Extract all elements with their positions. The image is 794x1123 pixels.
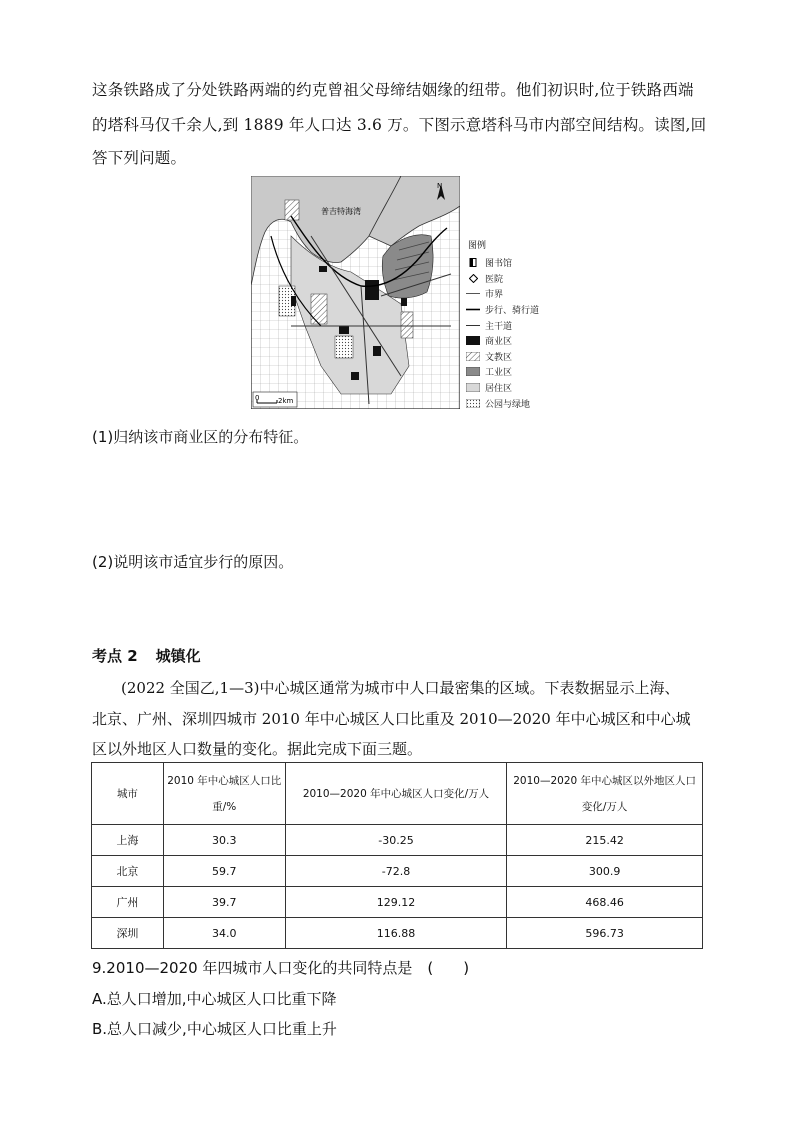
cell-share: 39.7	[163, 887, 285, 918]
legend-item	[466, 286, 539, 302]
paragraph-line-1: (2022 全国乙,1—3)中心城区通常为城市中人口最密集的区域。下表数据显示上海、	[121, 679, 680, 697]
section-heading	[92, 645, 201, 666]
paragraph-line-3: 区以外地区人口数量的变化。据此完成下面三题。	[92, 740, 423, 758]
hospital-icon	[466, 274, 480, 283]
cell-outer: 596.73	[507, 918, 703, 949]
commercial-swatch-icon	[466, 336, 480, 345]
header-center-change: 2010—2020 年中心城区人口变化/万人	[285, 763, 507, 825]
cultural-area-2	[401, 312, 413, 338]
legend-title: 图例	[468, 241, 487, 251]
cell-center: 116.88	[285, 918, 507, 949]
commercial-block-6	[401, 298, 407, 306]
header-outer-change: 2010—2020 年中心城区以外地区人口 变化/万人	[507, 763, 703, 825]
commercial-core	[365, 280, 379, 300]
mcq-option-b: B.总人口减少,中心城区人口比重上升	[92, 1020, 337, 1038]
legend-item	[466, 317, 539, 333]
cell-share: 34.0	[163, 918, 285, 949]
legend-item	[466, 271, 539, 287]
cell-city: 上海	[92, 825, 164, 856]
cultural-area	[311, 294, 327, 324]
tacoma-map	[251, 176, 460, 409]
commercial-block	[339, 326, 349, 334]
scale-zero: 0	[255, 394, 260, 402]
commercial-block-5	[319, 266, 327, 272]
population-table	[91, 762, 703, 949]
paragraph-line-2: 北京、广州、深圳四城市 2010 年中心城区人口比重及 2010—2020 年中心城区和中心城	[92, 710, 691, 728]
scale-label: 2km	[278, 397, 294, 405]
bay-label: 普吉特海湾	[321, 207, 361, 216]
north-label: N	[437, 182, 443, 190]
legend-label: 市界	[485, 290, 504, 301]
intro-line-1: 这条铁路成了分处铁路两端的约克曾祖父母缔结姻缘的纽带。他们初识时,位于铁路西端	[92, 81, 694, 99]
commercial-block-2	[373, 346, 381, 356]
cell-city: 广州	[92, 887, 164, 918]
legend-item	[466, 333, 539, 349]
legend-label: 居住区	[485, 384, 513, 395]
main-road-icon	[466, 321, 480, 330]
legend-label: 商业区	[485, 337, 513, 348]
library-icon	[466, 258, 480, 267]
intro-line-2: 的塔科马仅千余人,到 1889 年人口达 3.6 万。下图示意塔科马市内部空间结构。读图,回	[92, 116, 707, 134]
legend-label: 医院	[485, 274, 504, 285]
cell-outer: 300.9	[507, 856, 703, 887]
walking-path-icon	[466, 305, 480, 314]
residential-swatch-icon	[466, 383, 480, 392]
mcq-option-a: A.总人口增加,中心城区人口比重下降	[92, 990, 337, 1008]
legend-item	[466, 395, 539, 411]
table-row	[92, 918, 703, 949]
industrial-swatch-icon	[466, 367, 480, 376]
cell-center: -30.25	[285, 825, 507, 856]
cell-share: 30.3	[163, 825, 285, 856]
commercial-block-4	[291, 296, 296, 306]
legend-label: 文教区	[485, 352, 513, 363]
commercial-block-3	[351, 372, 359, 380]
intro-line-3: 答下列问题。	[92, 149, 187, 167]
cell-city: 深圳	[92, 918, 164, 949]
cell-center: 129.12	[285, 887, 507, 918]
legend-label: 工业区	[485, 368, 513, 379]
cell-outer: 468.46	[507, 887, 703, 918]
park-area	[335, 336, 353, 358]
header-city: 城市	[92, 763, 164, 825]
cell-city: 北京	[92, 856, 164, 887]
table-header-row	[92, 763, 703, 825]
tacoma-map-graphic	[251, 176, 460, 409]
mcq-stem: 9.2010—2020 年四城市人口变化的共同特点是 ( )	[92, 959, 470, 977]
header-share: 2010 年中心城区人口比 重/%	[163, 763, 285, 825]
legend-item	[466, 349, 539, 365]
legend-item	[466, 302, 539, 318]
question-2: (2)说明该市适宜步行的原因。	[92, 553, 294, 571]
legend-label: 图书馆	[485, 259, 513, 270]
section-title: 城镇化	[155, 647, 201, 665]
legend-label: 主干道	[485, 321, 513, 332]
table-row	[92, 887, 703, 918]
cultural-swatch-icon	[466, 352, 480, 361]
table-row	[92, 825, 703, 856]
legend-item	[466, 255, 539, 271]
cell-center: -72.8	[285, 856, 507, 887]
map-legend	[466, 238, 539, 411]
legend-item	[466, 364, 539, 380]
cell-outer: 215.42	[507, 825, 703, 856]
city-boundary-icon	[466, 289, 480, 298]
legend-item	[466, 380, 539, 396]
park-swatch-icon	[466, 399, 480, 408]
question-1: (1)归纳该市商业区的分布特征。	[92, 428, 309, 446]
legend-label: 步行、骑行道	[485, 306, 540, 317]
cell-share: 59.7	[163, 856, 285, 887]
section-number: 考点 2	[92, 647, 138, 665]
legend-label: 公园与绿地	[485, 399, 531, 410]
table-row	[92, 856, 703, 887]
